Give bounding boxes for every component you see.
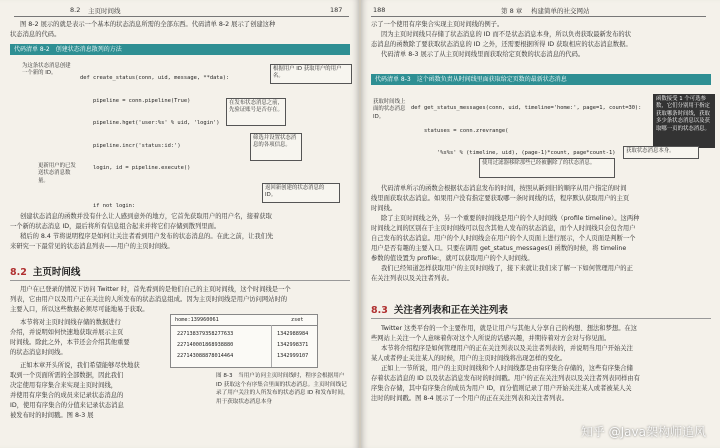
right-body-line: 自己发布的状态消息。用户的个人时间线会在用户的个人页面上进行展示，个人页面是判断一个 [371, 235, 636, 242]
figure-caption: 图 8-3 当用户访问主页时间线时，程序会根据用户 ID 获取这个有序集合里面的状态消息。主页时间线记录了用户关注的人所发布的状态消息 ID 和发布时间，用于获取状态消息本身 [216, 373, 349, 405]
left-col-line: 本节将对主页时间线存储的数据进行 [20, 319, 121, 326]
right-body-line: 用户是否有趣的主要入口。只要在调用 get_status_messages() 函数的时候，将 timeline [371, 245, 627, 252]
left-col-line: 的状态消息时间线。 [10, 349, 67, 356]
left-intro-line-1: 图 8-2 展示的就是表示一个基本的状态消息所需的全部东西。代码清单 8-2 展示了创建这种 [20, 21, 276, 28]
right-body-line: 时间线之间的区别在于主页时间线可以包含其他人发布的状态消息，而个人时间线只会包含用户 [371, 225, 636, 232]
zset-type: zset [291, 317, 304, 323]
right-section-line: 些网站上关注一个人意味着你对这个人所说的话感兴趣，并期待着对方会对与你见面。 [371, 335, 611, 342]
zset-score: 1342998371 [277, 342, 309, 348]
left-section-line-2: 列表，它由用户以及用户正在关注的人所发布的状态消息组成。因为主页时间线是用户访问网站时的 [10, 296, 288, 303]
left-page-number: 187 [330, 6, 343, 14]
code-line: pipeline = conn.pipeline(True) [80, 97, 191, 104]
right-page [361, 0, 720, 448]
section-heading-8-3 [371, 302, 508, 316]
right-body-line: 参数的值设置为 profile:，就可以获取用户的个人时间线。 [371, 255, 534, 262]
section-number: 8.3 [371, 305, 388, 316]
annotation-return-id: 返回新创建的状态消息的 ID。 [262, 183, 340, 203]
left-col-line: 时间线。除此之外，本节还会介绍其他重要 [10, 339, 130, 346]
annotation-filter-deleted: 使用过滤器移除那些已经被删除了的状态消息。 [479, 158, 615, 178]
left-intro-line-2: 状态消息的代码。 [10, 31, 61, 38]
right-intro-line: 示了一个使用有序集合实现主页时间线的例子。 [371, 21, 504, 28]
code-line: login, id = pipeline.execute() [80, 165, 191, 171]
right-section-line: 某人或者停止关注某人的时候，用户的主页时间线将出现怎样的变化。 [371, 355, 567, 362]
code-line: if not login: [80, 202, 136, 209]
right-body-line: 我们已经知道怎样获取用户的主页时间线了，接下来就让我们来了解一下如何管理用户的正 [381, 265, 633, 272]
figure-zset-home-timeline [170, 314, 318, 368]
left-body-line-1: 创建状态消息的函数并没有什么让人感到意外的地方，它首先获取用户的用户名，接着获取 [20, 213, 272, 220]
code-line: '%s%s' % (timeline, uid), (page-1)*count, page*count-1) [411, 150, 616, 156]
left-body-line-2: 一个新的状态消息 ID，最后将所有信息组合起来并将它们存储到散列里面。 [10, 223, 221, 230]
annotation-get-login: 根据用户 ID 获取用户的用户名。 [270, 64, 352, 84]
right-page-number: 188 [373, 6, 386, 14]
section-rule [10, 280, 350, 281]
right-body-line: 时间线。 [371, 205, 397, 212]
left-col-line: 取到一个页面所需的全部数据，因此我们 [10, 372, 124, 379]
zset-score: 1342999107 [277, 353, 309, 359]
annotation-optional-params: 函数接受 1 个可选参数，它们分别用于指定获取哪条时间线，获取多少条状态消息以及获取哪一页的状态消息。 [653, 94, 715, 148]
left-header-section: 8.2 [70, 6, 81, 14]
code-line: def get_status_messages(conn, uid, timeline='home:', page=1, count=30): [411, 105, 642, 111]
left-col-line: 并使用有序集合的成员来记录状态消息的 [10, 392, 124, 399]
code-line: pipeline.incr('status:id:') [80, 142, 181, 149]
left-col-line: 决定使用有序集合来实现主页时间线， [10, 382, 118, 389]
left-code-block [80, 60, 270, 212]
left-section-line-3: 主要入口，所以这些数据必须尽可能地易于获取。 [10, 306, 149, 313]
section-title: 关注者列表和正在关注列表 [393, 305, 508, 316]
right-intro-line: 因为主页时间线只存储了状态消息的 ID 而不是状态消息本身，所以负责获取最新发布的状 [381, 31, 631, 38]
code-line: statuses = conn.zrevrange( [411, 127, 509, 134]
left-col-line: 正如本章开头所说，我们希望能够尽快地获 [20, 362, 140, 369]
right-body-line: 除了主页时间线之外，另一个重要的时间线是用户的个人时间线（profile timeline）。这两种 [381, 215, 640, 222]
right-header-title: 构建简单的社交网站 [531, 7, 590, 15]
left-body-line-4: 来研究一下最常见的状态消息列表——用户的主页时间线。 [10, 243, 174, 250]
watermark: 知乎 @Java架构师追风 [580, 425, 706, 439]
zset-member: 227138379358277633 [177, 331, 234, 337]
left-page [0, 0, 359, 448]
left-col-line: ID，使用有序集合的分值来记录状态消息 [10, 402, 124, 409]
right-intro-line: 态消息的函数除了要获取状态消息的 ID 之外，还需要根据所得 ID 获取相应的状态消息数据。 [371, 41, 632, 48]
section-number: 8.2 [10, 267, 27, 278]
annotation-update-count: 更新用户的已发送状态消息数量。 [38, 163, 76, 184]
left-section-line-1: 用户在已登录的情况下访问 Twitter 时，首先看到的是他们自己的主页时间线，这个时间线是一个 [20, 286, 291, 293]
left-listing-caption: 代码清单 8-2 创建状态消息散列的方法 [10, 44, 350, 55]
right-section-line: 本节将介绍程序是如何管理用户的正在关注列表以及关注者列表的，并说明当用户开始关注 [381, 345, 633, 352]
left-col-line: 介绍，并说明如何快速地获取并展示主页 [10, 329, 124, 336]
annotation-new-id: 为这条状态消息创建一个新的 ID。 [22, 63, 71, 77]
right-section-line: Twitter 这类平台的一个主要作用，就是让用户与其他人分享自己的构想、想法和梦想。在这 [381, 325, 638, 332]
right-section-line: 存着状态消息的 ID 以及状态消息发布时的时间戳。用户的正在关注列表以及关注者列表同样由有 [371, 375, 640, 382]
right-section-line: 正如上一节所说，用户的主页时间线和个人时间线都是由有序集合存储的，这些有序集合储 [381, 365, 633, 372]
annotation-set-info: 筛选并设置状态消息的各项信息。 [250, 133, 302, 161]
left-header-rule [14, 16, 349, 17]
zset-score: 1342988984 [277, 331, 309, 337]
right-code-block [411, 90, 647, 160]
right-listing-caption: 代码清单 8-3 这个函数负责从时间线里面获取给定页数的最新状态消息 [371, 74, 711, 85]
zset-key: home:139960061 [175, 317, 219, 323]
right-section-line: 序集合存储，其中有序集合的成员为用户 ID，而分值则记录了用户开始关注某人或者被某人关 [371, 385, 632, 392]
left-col-line: 被发布时的时间戳。图 8-3 展 [10, 412, 94, 419]
right-section-line: 注时的时间戳。图 8-4 展示了一个用户的正在关注列表和关注者列表。 [371, 395, 568, 402]
zset-member: 227140001868938880 [177, 342, 234, 348]
right-body-line: 代码清单所示的函数会根据状态消息发布的时间，按照从新到旧的顺序从用户指定的时间 [381, 185, 627, 192]
annotation-verify-account: 在发布状态消息之前，先验证账号是否存在。 [226, 98, 286, 126]
right-intro-line: 代码清单 8-3 展示了从主页时间线里面获取给定页数的状态消息的代码。 [381, 51, 585, 58]
right-header-chapter: 第 8 章 [501, 7, 523, 15]
figure-column-divider [271, 325, 272, 367]
annotation-get-statuses: 获取状态消息本身。 [623, 146, 699, 159]
right-body-line: 在关注列表以及关注者列表。 [371, 275, 453, 282]
section-rule [371, 318, 711, 319]
zset-member: 227143088878014464 [177, 353, 234, 359]
right-body-line: 线里面获取状态消息。如果用户没有指定要获取哪一条时间线的话，程序默认获取用户的主页 [371, 195, 630, 202]
figure-divider [171, 325, 317, 326]
annotation-get-ids: 获取时间线上面的状态消息 ID。 [373, 99, 406, 120]
left-header-title: 主页时间线 [88, 7, 121, 15]
code-line: pipeline.hget('user:%s' % uid, 'login') [80, 120, 220, 126]
section-heading-8-2 [10, 264, 80, 278]
section-title: 主页时间线 [32, 267, 81, 278]
left-body-line-3: 稍后的 8.4 节将说明程序是如何让关注者看到用户发布的状态消息的。在此之前，让我们先 [20, 233, 274, 240]
right-header-rule [371, 16, 706, 17]
code-line: def create_status(conn, uid, message, **data): [80, 75, 230, 81]
